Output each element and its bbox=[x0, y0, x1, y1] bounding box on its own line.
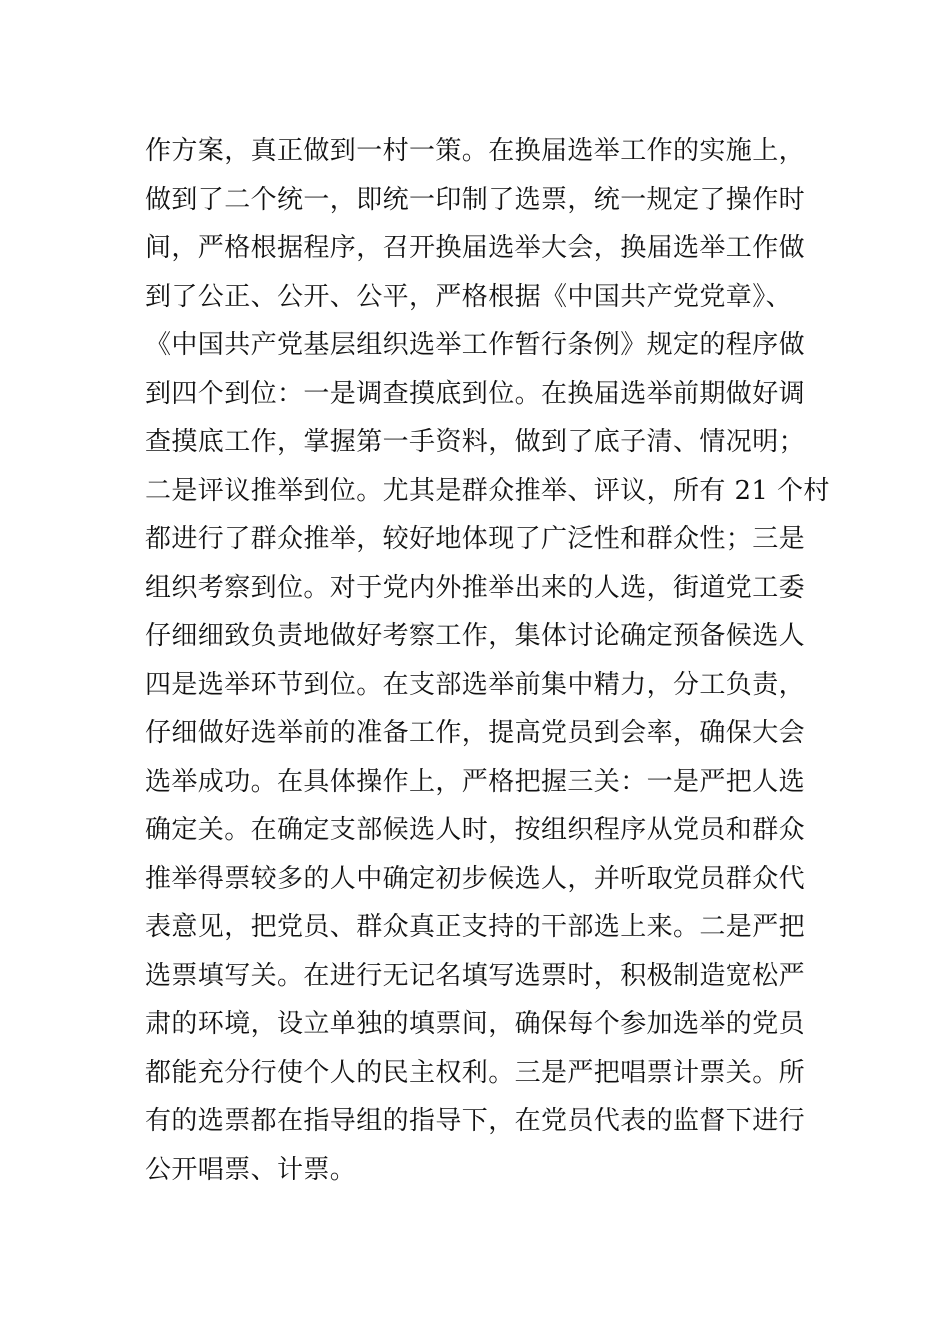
text-line: 选举成功。在具体操作上，严格把握三关：一是严把人选 bbox=[145, 766, 806, 797]
text-line: 到了公正、公开、公平，严格根据《中国共产党党章》、 bbox=[145, 281, 793, 312]
text-line: 四是选举环节到位。在支部选举前集中精力，分工负责， bbox=[145, 669, 806, 700]
text-line: 二是评议推举到位。尤其是群众推举、评议，所有 21 个村 bbox=[145, 475, 830, 506]
text-line: 公开唱票、计票。 bbox=[145, 1154, 357, 1185]
text-line: 《中国共产党基层组织选举工作暂行条例》规定的程序做 bbox=[145, 330, 806, 360]
text-line: 做到了二个统一，即统一印制了选票，统一规定了操作时 bbox=[145, 184, 806, 215]
text-line: 选票填写关。在进行无记名填写选票时，积极制造宽松严 bbox=[145, 960, 806, 991]
text-line: 确定关。在确定支部候选人时，按组织程序从党员和群众 bbox=[145, 815, 806, 845]
text-line: 查摸底工作，掌握第一手资料，做到了底子清、情况明； bbox=[145, 427, 806, 457]
body-paragraph bbox=[145, 127, 830, 1194]
text-line: 仔细细致负责地做好考察工作，集体讨论确定预备候选人 bbox=[145, 621, 806, 651]
text-line: 都能充分行使个人的民主权利。三是严把唱票计票关。所 bbox=[145, 1057, 806, 1088]
text-line: 肃的环境，设立单独的填票间，确保每个参加选举的党员 bbox=[145, 1009, 806, 1039]
text-line: 表意见，把党员、群众真正支持的干部选上来。二是严把 bbox=[145, 912, 806, 942]
text-line: 间，严格根据程序，召开换届选举大会，换届选举工作做 bbox=[145, 233, 806, 263]
text-line: 到四个到位：一是调查摸底到位。在换届选举前期做好调 bbox=[145, 378, 806, 409]
text-line: 仔细做好选举前的准备工作，提高党员到会率，确保大会 bbox=[145, 718, 806, 748]
text-line: 有的选票都在指导组的指导下，在党员代表的监督下进行 bbox=[145, 1106, 806, 1136]
text-line: 推举得票较多的人中确定初步候选人，并听取党员群众代 bbox=[145, 863, 806, 894]
text-line: 作方案，真正做到一村一策。在换届选举工作的实施上， bbox=[145, 136, 806, 166]
text-line: 组织考察到位。对于党内外推举出来的人选，街道党工委 bbox=[145, 572, 806, 603]
text-line: 都进行了群众推举，较好地体现了广泛性和群众性；三是 bbox=[145, 524, 806, 554]
